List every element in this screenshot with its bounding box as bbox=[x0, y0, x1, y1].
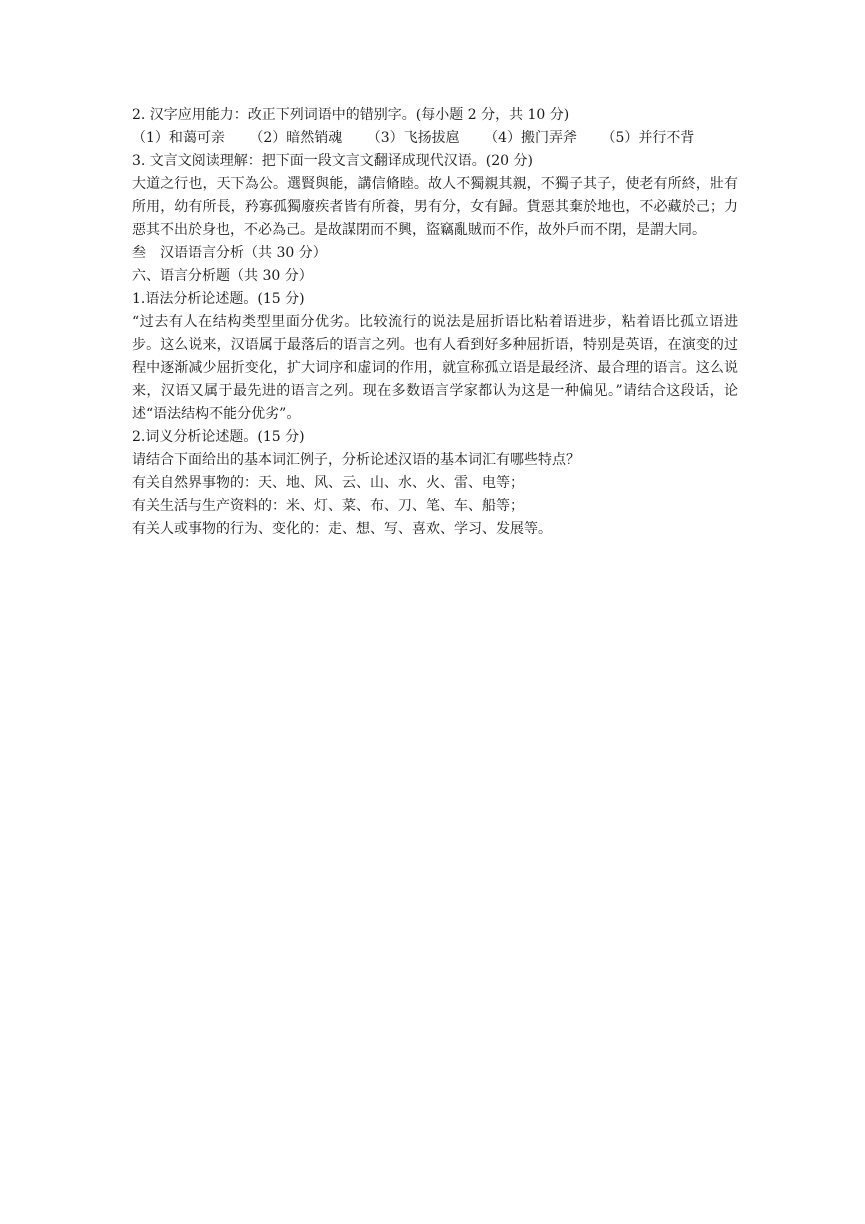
q3-passage: 大道之行也，天下為公。選賢與能，講信脩睦。故人不獨親其親，不獨子其子，使老有所終，壯有所用，幼有所長，矜寡孤獨廢疾者皆有所養，男有分，女有歸。貨惡其棄於地也，不必藏於己；力惡其不出於身也，不必為己。是故謀閉而不興，盜竊亂賊而不作，故外戶而不閉，是謂大同。 bbox=[132, 176, 738, 238]
section-6-heading: 六、语言分析题（共 30 分） bbox=[132, 268, 313, 284]
q2-option-3: （3）飞扬拔扈 bbox=[366, 130, 460, 146]
q2-option-1: （1）和蔼可亲 bbox=[132, 130, 225, 146]
q6-2-example-3: 有关人或事物的行为、变化的：走、想、写、喜欢、学习、发展等。 bbox=[132, 521, 552, 537]
q2-options-row bbox=[132, 127, 738, 150]
q6-2-example-2: 有关生活与生产资料的：米、灯、菜、布、刀、笔、车、船等； bbox=[132, 498, 524, 514]
q6-1-passage: “过去有人在结构类型里面分优劣。比较流行的说法是屈折语比粘着语进步，粘着语比孤立语进步。这么说来，汉语属于最落后的语言之列。也有人看到好多种屈折语，特别是英语，在演变的过程中逐渐减少屈折变化，扩大词序和虚词的作用，就宣称孤立语是最经济、最合理的语言。这么说来，汉语又属于最先进的语言之列。现在多数语言学家都认为这是一种偏见。”请结合这段话，论述“语法结构不能分优劣”。 bbox=[132, 314, 738, 422]
q6-2-heading: 2.词义分析论述题。(15 分) bbox=[132, 429, 305, 445]
section-3-title: 汉语语言分析（共 30 分） bbox=[160, 245, 327, 261]
q2-option-2: （2）暗然销魂 bbox=[249, 130, 343, 146]
q2-option-4: （4）搬门弄斧 bbox=[484, 130, 578, 146]
q6-1-heading: 1.语法分析论述题。(15 分) bbox=[132, 291, 305, 307]
q2-heading: 2. 汉字应用能力：改正下列词语中的错别字。(每小题 2 分，共 10 分) bbox=[132, 107, 570, 123]
document-body bbox=[132, 104, 738, 541]
section-3-number: 叁 bbox=[132, 245, 146, 261]
q6-2-example-1: 有关自然界事物的：天、地、风、云、山、水、火、雷、电等； bbox=[132, 475, 524, 491]
q2-option-5: （5）并行不背 bbox=[601, 130, 695, 146]
q6-2-prompt: 请结合下面给出的基本词汇例子，分析论述汉语的基本词汇有哪些特点？ bbox=[132, 452, 580, 468]
q3-heading: 3. 文言文阅读理解：把下面一段文言文翻译成现代汉语。(20 分) bbox=[132, 153, 533, 169]
section-3-heading bbox=[132, 242, 738, 265]
